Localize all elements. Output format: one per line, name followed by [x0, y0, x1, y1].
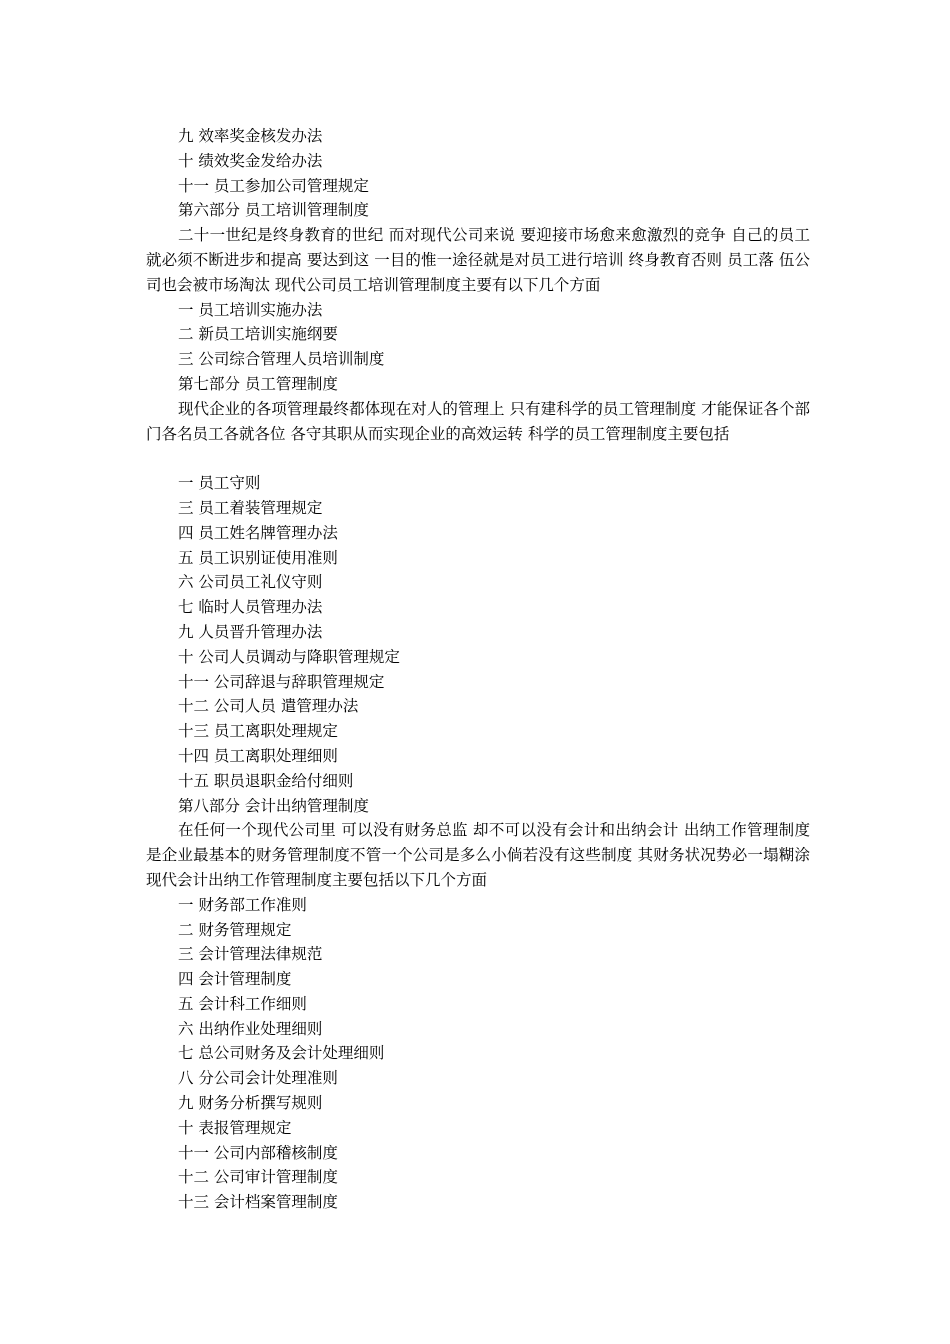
list-item: 一 员工守则	[178, 474, 261, 493]
list-item: 十四 员工离职处理细则	[178, 746, 338, 765]
list-item: 十一 员工参加公司管理规定	[178, 176, 369, 195]
list-item: 十三 员工离职处理规定	[178, 722, 338, 741]
list-item: 十 表报管理规定	[178, 1118, 292, 1137]
list-item: 二 财务管理规定	[178, 920, 292, 939]
list-item: 八 分公司会计处理准则	[178, 1069, 338, 1088]
list-item: 五 员工识别证使用准则	[178, 548, 338, 567]
list-item: 十二 公司审计管理制度	[178, 1168, 338, 1187]
document-page	[146, 124, 810, 1215]
list-item: 十一 公司内部稽核制度	[178, 1143, 338, 1162]
list-item: 九 财务分析撰写规则	[178, 1094, 323, 1113]
list-item: 四 会计管理制度	[178, 970, 292, 989]
list-item: 九 效率奖金核发办法	[178, 127, 323, 145]
list-item: 七 总公司财务及会计处理细则	[178, 1044, 385, 1063]
list-item: 二 新员工培训实施纲要	[178, 325, 338, 344]
paragraph: 在任何一个现代公司里 可以没有财务总监 却不可以没有会计和出纳会计 出纳工作管理制度是企业最基本的财务管理制度不管一个公司是多么小倘若没有这些制度 其财务状况势必一塌糊涂 现代会计出纳工作管理制度主要包括以下几个方面	[146, 821, 810, 889]
list-item: 十 公司人员调动与降职管理规定	[178, 647, 400, 666]
list-item: 三 会计管理法律规范	[178, 945, 323, 964]
list-item: 一 财务部工作准则	[178, 895, 307, 914]
list-item: 六 出纳作业处理细则	[178, 1019, 323, 1038]
list-item: 十 绩效奖金发给办法	[178, 151, 323, 170]
list-item: 三 公司综合管理人员培训制度	[178, 350, 385, 369]
list-item: 十二 公司人员 遣管理办法	[178, 697, 359, 716]
list-item: 三 员工着装管理规定	[178, 498, 323, 517]
list-item: 五 会计科工作细则	[178, 994, 307, 1013]
list-item: 四 员工姓名牌管理办法	[178, 523, 338, 542]
list-item: 六 公司员工礼仪守则	[178, 573, 323, 592]
list-item: 十三 会计档案管理制度	[178, 1193, 338, 1212]
list-item: 七 临时人员管理办法	[178, 598, 323, 617]
list-item: 十一 公司辞退与辞职管理规定	[178, 672, 385, 691]
section-heading: 第六部分 员工培训管理制度	[178, 201, 369, 220]
list-item: 一 员工培训实施办法	[178, 300, 323, 319]
paragraph: 二十一世纪是终身教育的世纪 而对现代公司来说 要迎接市场愈来愈激烈的竞争 自己的员工就必须不断进步和提高 要达到这 一目的惟一途径就是对员工进行培训 终身教育否则 员工落 伍公司也会被市场淘汰 现代公司员工培训管理制度主要有以下几个方面	[146, 226, 810, 294]
list-item: 九 人员晋升管理办法	[178, 622, 323, 641]
paragraph: 现代企业的各项管理最终都体现在对人的管理上 只有建科学的员工管理制度 才能保证各个部门各名员工各就各位 各守其职从而实现企业的高效运转 科学的员工管理制度主要包括	[146, 399, 810, 443]
list-item: 十五 职员退职金给付细则	[178, 771, 354, 790]
section-heading: 第七部分 员工管理制度	[178, 374, 338, 393]
section-heading: 第八部分 会计出纳管理制度	[178, 796, 369, 815]
